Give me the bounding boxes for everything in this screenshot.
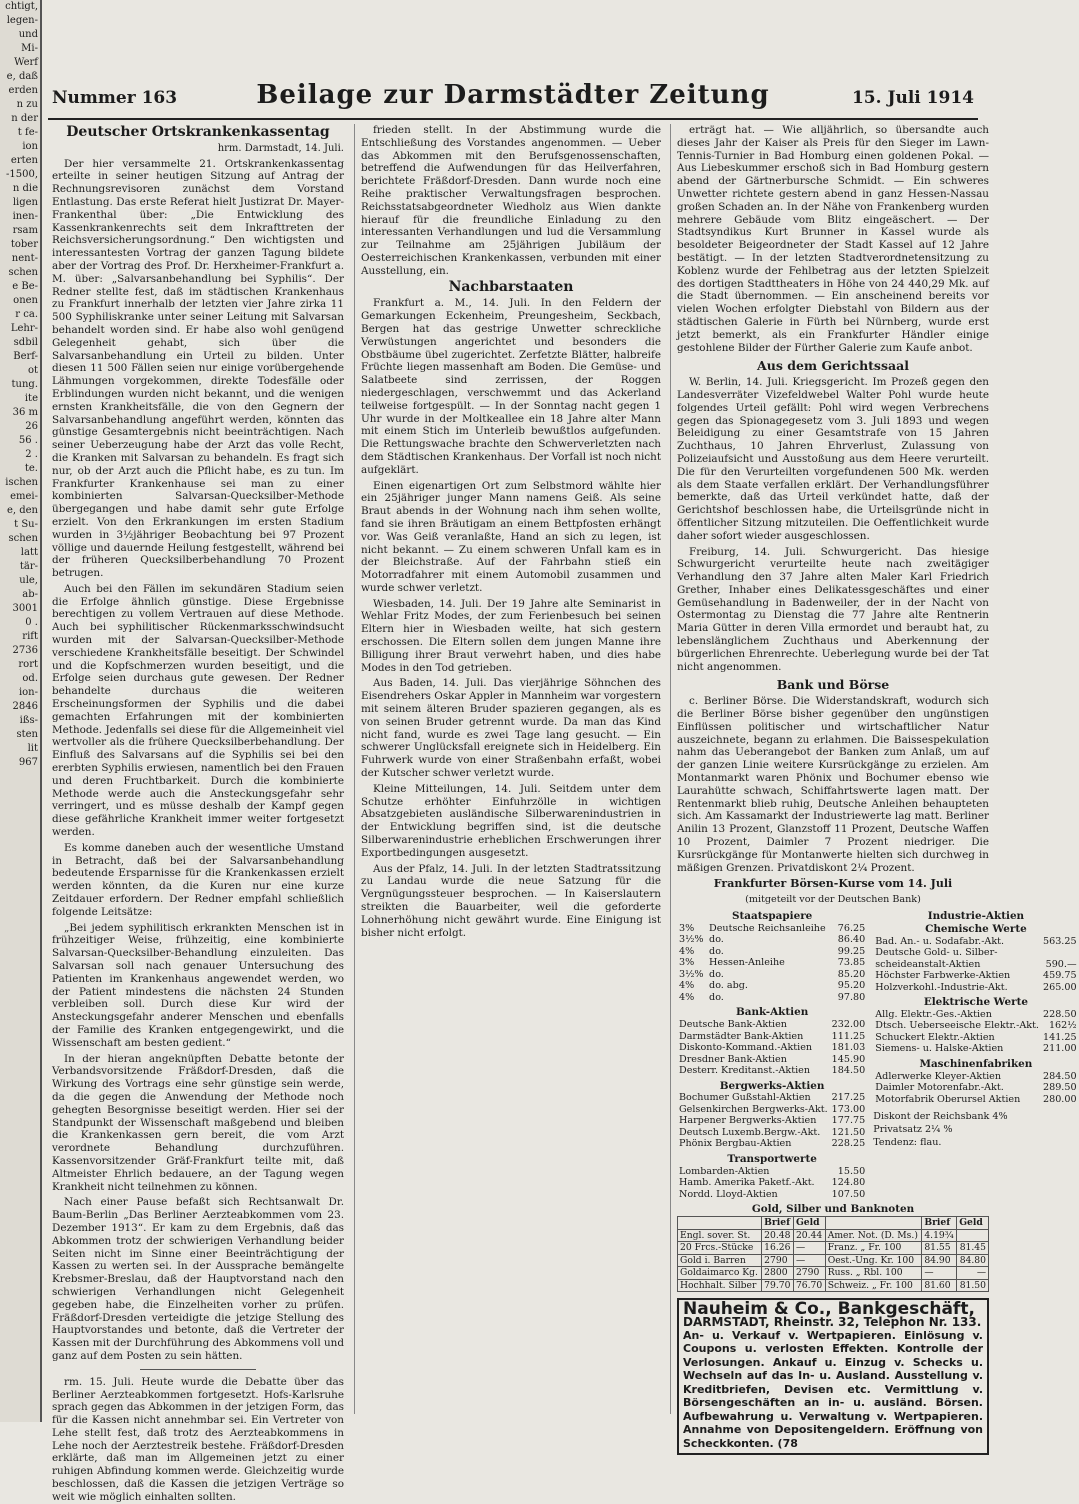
gutter-fragment: n der bbox=[11, 113, 38, 124]
table-cell: 265.00 bbox=[1042, 981, 1077, 993]
paragraph: „Bei jedem syphilitisch erkrankten Menschen ist in frühzeitiger Weise, frühzeitig, eine kombinierte Salvarsan-Quecksilber-Behandlung einzuleiten. Das Salvarsan soll nach genauer Untersuchung des Patienten im Krankenhaus angewendet werden, wo der Patient mindestens die nächsten 24 Stunden verbleiben soll. Durch diese Kur wird der Ansteckungsgefahr anderer Menschen und ebenfalls der Familie des Kranken entgegengewirkt, und die Wissenschaft am besten gedient.“ bbox=[52, 921, 344, 1049]
section-heading-nachbarstaaten: Nachbarstaaten bbox=[448, 278, 574, 295]
paragraph: Wiesbaden, 14. Juli. Der 19 Jahre alte Seminarist in Wehlar Fritz Modes, der zum Ferienbesuch bei seinen Eltern hier in Wiesbaden weilte, hat sich gestern erschossen. Die Eltern sollen dem jungen Manne ihre Billigung ihrer Braut verwehrt haben, und dies habe Modes in den Tod getrieben. bbox=[361, 597, 661, 674]
table-row bbox=[873, 1094, 1078, 1106]
paragraph: Kleine Mitteilungen, 14. Juli. Seitdem unter dem Schutze erhöhter Einfuhrzölle in wichtigen Absatzgebieten ausländische Silberwarenindustrien in der Entwicklung begriffen sind, ist die deutsche Silberwarenindustrie erheblichen Erschwerungen ihrer Exportbedingungen ausgesetzt. bbox=[361, 782, 661, 859]
table-cell: 81.60 bbox=[922, 1279, 957, 1292]
column-1 bbox=[52, 124, 344, 1503]
gutter-fragment: n die bbox=[12, 183, 38, 194]
table-cell: Deutsche Gold- u. Silber- bbox=[875, 947, 998, 959]
table-header bbox=[825, 1217, 922, 1230]
table-row bbox=[678, 1267, 989, 1280]
table-cell: do. bbox=[709, 945, 724, 957]
transport-title: Transportwerte bbox=[727, 1152, 817, 1165]
table-cell: 2790 bbox=[762, 1254, 794, 1267]
table-row bbox=[873, 936, 1078, 948]
table-cell: Schweiz. „ Fr. 100 bbox=[825, 1279, 922, 1292]
table-cell: 590.— bbox=[1045, 958, 1077, 970]
dateline: hrm. Darmstadt, 14. Juli. bbox=[217, 142, 344, 154]
table-cell: 97.80 bbox=[837, 991, 866, 1003]
table-cell: Harpener Bergwerks-Aktien bbox=[679, 1115, 817, 1127]
maschinen-title: Maschinenfabriken bbox=[919, 1057, 1033, 1070]
table-cell: Oest.-Ung. Kr. 100 bbox=[825, 1254, 922, 1267]
table-cell: Nordd. Lloyd-Aktien bbox=[679, 1188, 778, 1200]
table-cell: 76.25 bbox=[837, 922, 866, 934]
table-row bbox=[677, 1189, 867, 1201]
gutter-fragment: Mi- bbox=[21, 43, 38, 54]
table-cell: 76.70 bbox=[793, 1279, 825, 1292]
market-report bbox=[677, 695, 989, 874]
table-cell: Hessen-Anleihe bbox=[709, 957, 785, 969]
news-continuation bbox=[677, 124, 989, 354]
table-row bbox=[873, 970, 1078, 982]
gutter-fragment: rift bbox=[22, 631, 38, 642]
gutter-fragment: ion bbox=[22, 141, 38, 152]
table-row bbox=[677, 1104, 867, 1116]
table-cell: 99.25 bbox=[837, 945, 866, 957]
gutter-fragment: -1500, bbox=[5, 169, 38, 180]
industrie-title: Industrie-Aktien bbox=[927, 910, 1025, 923]
gutter-fragment: ite bbox=[24, 393, 38, 404]
table-cell: Gold i. Barren bbox=[678, 1254, 762, 1267]
paragraph: rm. 15. Juli. Heute wurde die Debatte über das Berliner Aerzteabkommen fortgesetzt. Hofs-Karlsruhe sprach gegen das Abkommen in der jetzigen Form, das für die Kassen nicht annehmbar sei. Ein Vertreter von Lehe stellt fest, daß trotz des Aerzteabkommens in Lehe noch der Aerztestreik bestehe. Fräßdorf-Dresden erklärte, daß man im Allgemeinen jetzt zu einer ruhigen Abfindung kommen werde. Gleichzeitig wurde beschlossen, daß die Kassen die jetzigen Verträge so weit wie möglich einhalten sollten. bbox=[52, 1375, 344, 1503]
issue-number: Nummer 163 bbox=[52, 88, 178, 108]
table-row bbox=[678, 1279, 989, 1292]
table-cell: Bochumer Gußstahl-Aktien bbox=[679, 1092, 811, 1104]
gutter-fragment: 2736 bbox=[12, 645, 38, 656]
ad-firm-name: Nauheim & Co., Bankgeschäft, bbox=[683, 1299, 975, 1319]
transport-table bbox=[677, 1166, 867, 1201]
table-cell: Gelsenkirchen Bergwerks-Akt. bbox=[679, 1103, 828, 1115]
gutter-fragment: Werf bbox=[14, 57, 38, 68]
table-cell: 81.45 bbox=[957, 1242, 989, 1255]
gutter-fragment: erten bbox=[10, 155, 38, 166]
table-cell: 4% bbox=[679, 980, 695, 992]
ad-text: An- u. Verkauf v. Wertpapieren. Einlösung v. Coupons u. verlosten Effekten. Kontrolle der Verlosungen. Ankauf u. Einzug v. Schecks u. Wechseln auf das In- u. Ausland. Ausstellung v. Kreditbriefen, Devisen etc. Vermittlung v. Börsengeschäften an in- u. ausländ. Börsen. Aufbewahrung u. Verwaltung v. Wertpapieren. Annahme von Depositengeldern. Eröffnung von Scheckkonten. (78 bbox=[683, 1328, 983, 1450]
paragraph: Aus Baden, 14. Juli. Das vierjährige Söhnchen des Eisendrehers Oskar Appler in Mannheim war vorgestern mit seinem älteren Bruder spazieren gegangen, als es von seinen Bruder getrennt wurde. Da man das Kind nicht fand, wurde es zwei Tage lang gesucht. — Ein schwerer Unglücksfall ereignete sich in Heidelberg. Ein Fuhrwerk wurde von einer Straßenbahn erfaßt, wobei der Kutscher schwer verletzt wurde. bbox=[361, 677, 661, 780]
table-cell: 3% bbox=[679, 957, 695, 969]
table-cell: 85.20 bbox=[837, 968, 866, 980]
gutter-fragment: schen bbox=[8, 267, 38, 278]
gutter-fragment: tung. bbox=[11, 379, 38, 390]
table-cell: — bbox=[793, 1254, 825, 1267]
table-cell: Schuckert Elektr.-Aktien bbox=[875, 1031, 995, 1043]
table-cell: Hochhalt. Silber bbox=[678, 1279, 762, 1292]
gutter-fragment: t Su- bbox=[14, 519, 38, 530]
paragraph: W. Berlin, 14. Juli. Kriegsgericht. Im Prozeß gegen den Landesverräter Vizefeldwebel Walter Pohl wurde heute folgendes Urteil gefällt: Pohl wird wegen Verbrechens gegen das Spionagegesetz vom 3. Juli 1893 und wegen Beleidigung zu einer Gesamtstrafe von 15 Jahren Zuchthaus, 10 Jahren Ehrverlust, Zulassung von Polizeiaufsicht und Ausstoßung aus dem Heere verurteilt. Die für den Verurteilten vorgefundenen 500 Mk. werden als dem Staate verfallen erklärt. Der Verhandlungsführer bemerkte, daß das Urteil verkündet hatte, daß der Gerichtshof beschlossen habe, die Urteilsgründe nicht in öffentlicher Sitzung mitzuteilen. Die Oeffentlichkeit wurde daher sofort wieder ausgeschlossen. bbox=[677, 376, 989, 542]
gutter-fragment: e, daß bbox=[6, 71, 38, 82]
court-reports bbox=[677, 376, 989, 673]
table-cell: 280.00 bbox=[1042, 1093, 1077, 1105]
table-header bbox=[678, 1217, 762, 1230]
article-columns bbox=[52, 124, 1077, 1503]
elektrische-title: Elektrische Werte bbox=[923, 996, 1028, 1009]
gutter-fragment: 967 bbox=[18, 757, 38, 768]
gutter-fragment: ule, bbox=[19, 575, 38, 586]
table-cell: 3½% bbox=[679, 968, 704, 980]
table-cell: Motorfabrik Oberursel Aktien bbox=[875, 1093, 1021, 1105]
gutter-fragment: 3001 bbox=[12, 603, 38, 614]
table-cell: Höchster Farbwerke-Aktien bbox=[875, 970, 1011, 982]
table-cell: Deutsch Luxemb.Bergw.-Akt. bbox=[679, 1126, 821, 1138]
gutter-fragment: te. bbox=[24, 463, 38, 474]
article-body bbox=[52, 158, 344, 1363]
table-cell: 20.48 bbox=[762, 1229, 794, 1242]
table-cell: — bbox=[957, 1267, 989, 1280]
table-cell: 86.40 bbox=[837, 934, 866, 946]
table-cell: 111.25 bbox=[831, 1030, 866, 1042]
table-cell: Lombarden-Aktien bbox=[679, 1165, 770, 1177]
chemische-table bbox=[873, 936, 1078, 994]
table-row bbox=[678, 1229, 989, 1242]
table-cell: Diskonto-Kommand.-Aktien bbox=[679, 1042, 813, 1054]
gutter-fragment: rort bbox=[18, 659, 38, 670]
table-row bbox=[677, 992, 867, 1004]
gutter-fragment: latt bbox=[20, 547, 38, 558]
table-cell: 177.75 bbox=[831, 1115, 866, 1127]
paragraph: Nach einer Pause befaßt sich Rechtsanwalt Dr. Baum-Berlin „Das Berliner Aerzteabkommen vom 23. Dezember 1913“. Er kam zu dem Ergebnis, daß das Abkommen trotz der schwierigen Verhandlung beider Seiten nicht im Sinne einer Beeinträchtigung der Kassen zu werten sei. In der Aussprache bemängelte Krebsmer-Breslau, daß der Hauptvorstand nach den schwierigen Verhandlungen nicht Gelegenheit gegeben habe, die Einzelheiten vorher zu prüfen. Fräßdorf-Dresden verteidigte die jetzige Stellung des Hauptvorstandes und betonte, daß die Vertreter der Kassen mit der Durchführung des Abkommens voll und ganz auf dem Posten zu sein hätten. bbox=[52, 1196, 344, 1362]
table-cell: — bbox=[922, 1267, 957, 1280]
table-cell: Siemens- u. Halske-Aktien bbox=[875, 1043, 1004, 1055]
gutter-fragment: sten bbox=[16, 729, 38, 740]
ad-address: DARMSTADT, Rheinstr. 32, Telephon Nr. 133. bbox=[683, 1314, 982, 1329]
table-cell: 2790 bbox=[793, 1267, 825, 1280]
bergwerks-title: Bergwerks-Aktien bbox=[719, 1079, 825, 1092]
table-row bbox=[873, 1082, 1078, 1094]
gutter-fragment: e Be- bbox=[12, 281, 38, 292]
table-cell: 124.80 bbox=[831, 1177, 866, 1189]
staatspapiere-table bbox=[677, 923, 867, 1004]
bank-advertisement bbox=[677, 1298, 989, 1455]
table-cell: 121.50 bbox=[831, 1126, 866, 1138]
table-row bbox=[678, 1242, 989, 1255]
table-cell: 184.50 bbox=[831, 1065, 866, 1077]
table-cell: 141.25 bbox=[1042, 1031, 1077, 1043]
table-row bbox=[677, 980, 867, 992]
bergwerks-table bbox=[677, 1092, 867, 1150]
paragraph: Einen eigenartigen Ort zum Selbstmord wählte hier ein 25jähriger junger Mann namens Geiß. Als seine Braut abends in der Wohnung nach ihm sehen wollte, fand sie ihren Bräutigam an einem Bettpfosten erhängt vor. Was Geiß veranlaßte, Hand an sich zu legen, ist nicht bekannt. — Zu einem schweren Unfall kam es in der Bleichstraße. Auf der Fahrbahn stieß ein Motorradfahrer mit einem Automobil zusammen und wurde schwer verletzt. bbox=[361, 479, 661, 594]
gutter-fragment: sdbil bbox=[13, 337, 38, 348]
table-cell: 4% bbox=[679, 945, 695, 957]
gutter-fragment: ion- bbox=[18, 687, 38, 698]
table-cell: 3½% bbox=[679, 934, 704, 946]
table-row bbox=[677, 1065, 867, 1077]
table-cell: 81.55 bbox=[922, 1242, 957, 1255]
table-cell: Phönix Bergbau-Aktien bbox=[679, 1138, 792, 1150]
table-cell bbox=[1035, 947, 1079, 959]
table-row bbox=[677, 934, 867, 946]
gutter-fragment: 2846 bbox=[12, 701, 38, 712]
table-row bbox=[873, 1020, 1078, 1032]
stock-table-note: (mitgeteilt vor der Deutschen Bank) bbox=[745, 894, 921, 906]
table-cell: 4.19¾ bbox=[922, 1229, 957, 1242]
table-cell: Daimler Motorenfabr.-Akt. bbox=[875, 1082, 1004, 1094]
gutter-fragment: nent- bbox=[11, 253, 38, 264]
table-cell: 16.26 bbox=[762, 1242, 794, 1255]
elektrische-table bbox=[873, 1009, 1078, 1055]
table-cell: 20.44 bbox=[793, 1229, 825, 1242]
divider bbox=[140, 1369, 257, 1370]
article-heading-ortskrankenkassentag: Deutscher Ortskrankenkassentag bbox=[66, 124, 330, 140]
table-row bbox=[677, 1031, 867, 1043]
article-body-continued bbox=[52, 1376, 344, 1504]
column-3 bbox=[670, 124, 1077, 1450]
table-row bbox=[677, 1115, 867, 1127]
paragraph: Freiburg, 14. Juli. Schwurgericht. Das hiesige Schwurgericht verurteilte heute nach zweitägiger Verhandlung den 37 Jahre alten Maler Karl Friedrich Grether, Inhaber eines Delikatessgeschäftes und einer Gemüsehandlung in Badenweiler, der in der Nacht von Ostermontag zu Dienstag die 77 Jahre alte Rentnerin Maria Gütter in deren Villa ermordet und beraubt hat, zu lebenslänglichem Zuchthaus und Aberkennung der bürgerlichen Ehrenrechte. Ueberlegung wurde bei der Tat nicht angenommen. bbox=[677, 545, 989, 673]
table-cell: 4% bbox=[679, 991, 695, 1003]
table-cell: 2800 bbox=[762, 1267, 794, 1280]
table-cell: 15.50 bbox=[837, 1165, 866, 1177]
gutter-fragment: lit bbox=[27, 743, 38, 754]
table-cell: Dtsch. Ueberseeische Elektr.-Akt. bbox=[875, 1020, 1039, 1032]
table-row bbox=[677, 1177, 867, 1189]
gutter-fragment: 0 . bbox=[25, 617, 38, 628]
table-cell: Allg. Elektr.-Ges.-Aktien bbox=[875, 1008, 992, 1020]
gutter-fragment: chtigt, bbox=[5, 1, 38, 12]
stock-table-heading: Frankfurter Börsen-Kurse vom 14. Juli bbox=[713, 877, 953, 891]
table-row bbox=[873, 959, 1078, 971]
privat-discount: Privatsatz 2¼ % bbox=[873, 1124, 953, 1135]
table-row bbox=[677, 1019, 867, 1031]
table-cell: 20 Frcs.-Stücke bbox=[678, 1242, 762, 1255]
table-cell: 95.20 bbox=[837, 980, 866, 992]
gutter-fragment: 56 . bbox=[18, 435, 38, 446]
table-row bbox=[677, 923, 867, 935]
gutter-fragment: Berf- bbox=[13, 351, 38, 362]
staatspapiere-title: Staatspapiere bbox=[731, 910, 813, 923]
gutter-fragment: ligen bbox=[12, 197, 38, 208]
stock-tables bbox=[677, 907, 1077, 1200]
gutter-fragment: und bbox=[18, 29, 38, 40]
gutter-fragment: e, den bbox=[6, 505, 38, 516]
maschinen-table bbox=[873, 1071, 1078, 1106]
table-cell: 162½ bbox=[1048, 1020, 1077, 1032]
gutter-fragment: emei- bbox=[10, 491, 38, 502]
table-row bbox=[677, 1127, 867, 1139]
table-row bbox=[873, 982, 1078, 994]
bank-aktien-title: Bank-Aktien bbox=[735, 1006, 809, 1019]
table-row bbox=[873, 1071, 1078, 1083]
bank-aktien-table bbox=[677, 1019, 867, 1077]
table-cell: Dresdner Bank-Aktien bbox=[679, 1053, 787, 1065]
section-heading-bank-boerse: Bank und Börse bbox=[776, 677, 890, 693]
table-row bbox=[677, 1042, 867, 1054]
table-cell: 107.50 bbox=[831, 1188, 866, 1200]
gold-silver-title: Gold, Silber und Banknoten bbox=[751, 1203, 915, 1216]
paragraph: Aus der Pfalz, 14. Juli. In der letzten Stadtratssitzung zu Landau wurde die neue Satzung für die Vergnügungssteuer besprochen. — In Kaiserslautern streikten die Bauarbeiter, weil die geforderte Lohnerhöhung nicht gewährt wurde. Eine Einigung ist bisher nicht erfolgt. bbox=[361, 862, 661, 939]
paragraph: Frankfurt a. M., 14. Juli. In den Feldern der Gemarkungen Eckenheim, Preungesheim, Seckbach, Bergen hat das gestrige Unwetter schreckliche Verwüstungen angerichtet und besonders die Obstbäume übel zugerichtet. Zerfetzte Blätter, halbreife Früchte liegen massenhaft am Boden. Die Gemüse- und Salatbeete sind zerrissen, der Roggen niedergeschlagen, verschwemmt und das Ackerland teilweise fortgespült. — In der Sonntag nacht gegen 1 Uhr wurde in der Moltkeallee ein 18 Jahre alter Mann mit einem Stich im Unterleib bewußtlos aufgefunden. Die Rettungswache brachte den Schwerverletzten nach dem Städtischen Krankenhaus. Der Vorfall ist noch nicht aufgeklärt. bbox=[361, 297, 661, 476]
table-cell: Darmstädter Bank-Aktien bbox=[679, 1030, 804, 1042]
paragraph: erträgt hat. — Wie alljährlich, so übersandte auch dieses Jahr der Kaiser als Preis für den Sieger im Lawn-Tennis-Turnier in Bad Homburg einen goldenen Pokal. — Aus Liebeskummer erschoß sich in Bad Homburg gestern abend der Gärtnerbursche Schmidt. — Ein schweres Unwetter richtete gestern abend in ganz Hessen-Nassau großen Schaden an. In der Nähe von Frankenberg wurden mehrere Gebäude vom Blitz eingeäschert. — Der Stadtsyndikus Kurt Brunner in Kassel wurde als besoldeter Beigeordneter der Stadt Kassel auf 12 Jahre bestätigt. — In der letzten Stadtverordnetensitzung zu Koblenz wurde der Fehlbetrag aus der letzten Spielzeit des dortigen Stadttheaters in Höhe von 24 440,29 Mk. auf die Stadt übernommen. — Ein anscheinend bereits vor vielen Wochen erfolgter Diebstahl von Bildern aus der städtischen Galerie in Fürth bei Nürnberg, wurde erst jetzt bemerkt, als ein Frankfurter Händler einige gestohlene Bilder der Fürther Galerie zum Kaufe anbot. bbox=[677, 124, 989, 354]
table-row bbox=[677, 1138, 867, 1150]
table-header: Brief bbox=[762, 1217, 794, 1230]
table-cell: Deutsche Reichsanleihe bbox=[709, 922, 826, 934]
paragraph: In der hieran angeknüpften Debatte betonte der Verbandsvorsitzende Fräßdorf-Dresden, daß die Wirkung des Vortrags eine sehr günstige sein werde, da die gegen die Anwendung der Methode noch gehegten Besorgnisse beseitigt werden. Hier sei der Standpunkt der Wissenschaft maßgebend und bleiben die Krankenkassen gern bereit, die vom Arzt verordnete Behandlung durchzuführen. Kassenvorsitzender Gräf-Frankfurt teilte mit, daß Altmeister Ehrlich bedauere, an der Tagung wegen Krankheit nicht teilnehmen zu können. bbox=[52, 1052, 344, 1193]
gutter-fragment: tär- bbox=[19, 561, 38, 572]
paragraph: Es komme daneben auch der wesentliche Umstand in Betracht, daß bei der Salvarsanbehandlung bedeutende Ersparnisse für die Krankenkassen erzielt werden könnten, da die Kuren nur eine kurze Zeitdauer erfordern. Der Redner empfahl schließlich folgende Leitsätze: bbox=[52, 841, 344, 918]
table-cell: 3% bbox=[679, 922, 695, 934]
table-cell: 73.85 bbox=[837, 957, 866, 969]
table-cell: 228.50 bbox=[1042, 1008, 1077, 1020]
table-cell: 228.25 bbox=[831, 1138, 866, 1150]
adjacent-page-gutter bbox=[0, 0, 42, 1422]
table-cell: Goldaimarco Kg. bbox=[678, 1267, 762, 1280]
table-cell: do. bbox=[709, 968, 724, 980]
table-cell: 459.75 bbox=[1042, 970, 1077, 982]
paragraph: Der hier versammelte 21. Ortskrankenkassentag erteilte in seiner heutigen Sitzung auf Antrag der Rechnungsrevisoren zunächst dem Vorstand Entlastung. Das erste Referat hielt Justizrat Dr. Mayer-Frankenthal über: „Die Entwicklung des Kassenkrankenrechts seit dem Inkrafttreten der Reichsversicherungsordnung.“ Den wichtigsten und interessantesten Vortrag der ganzen Tagung bildete aber der Vortrag des Prof. Dr. Herxheimer-Frankfurt a. M. über: „Salvarsanbehandlung bei Syphilis“. Der Redner stellte fest, daß im städtischen Krankenhaus zu Frankfurt innerhalb der letzten vier Jahre zirka 11 500 Syphiliskranke unter seiner Leitung mit Salvarsan behandelt worden sind. Er habe also wohl genügend Gelegenheit gehabt, sich über die Salvarsanbehandlung ein Urteil zu bilden. Unter diesen 11 500 Fällen seien nur einige vorübergehende Lähmungen vorgekommen, direkte Todesfälle oder Erblindungen wurden nicht bekannt, und die wenigen ernsten Krankheitsfälle, die von den Gegnern der Salvarsanbehandlung angeführt werden, könnten das günstige Gesamtergebnis nicht beeinträchtigen. Nach seiner Ueberzeugung habe der Arzt das volle Recht, die Kranken mit Salvarsan zu behandeln. Es fragt sich nur, ob der Arzt auch die Pflicht habe, es zu tun. Im Frankfurter Krankenhause sei man zu einer kombinierten Salvarsan-Quecksilber-Methode übergegangen und habe damit sehr gute Erfolge erzielt. Von den Erkrankungen im ersten Stadium wurden in 3½jähriger Beobachtung bei 97 Prozent völlige und dauernde Heilung festgestellt, während bei der früheren Quecksilberbehandlung 70 Prozent betrugen. bbox=[52, 157, 344, 580]
newspaper-title: Beilage zur Darmstädter Zeitung bbox=[256, 80, 770, 110]
table-cell: Adlerwerke Kleyer-Aktien bbox=[875, 1070, 1002, 1082]
table-cell: 217.25 bbox=[831, 1092, 866, 1104]
table-cell: Hamb. Amerika Paketf.-Akt. bbox=[679, 1177, 815, 1189]
gutter-fragment: r ca. bbox=[15, 309, 38, 320]
section-heading-gerichtssaal: Aus dem Gerichtssaal bbox=[757, 358, 909, 374]
gutter-fragment: od. bbox=[22, 673, 38, 684]
table-cell: do. abg. bbox=[709, 980, 748, 992]
paragraph: Auch bei den Fällen im sekundären Stadium seien die Erfolge ähnlich günstige. Diese Ergebnisse berechtigen zu vollem Vertrauen auf diese Methode. Auch bei syphilitischer Rückenmarksschwindsucht wurden mit der Salvarsan-Quecksilber-Methode verschiedene Krankheitsfälle beseitigt. Der Schwindel und die Kopfschmerzen wurden beseitigt, und die Erfolge seien durchaus gute gewesen. Der Redner behandelte durchaus die weiteren Erscheinungsformen der Syphilis und die dabei gemachten Erfahrungen mit der kombinierten Methode. Jedenfalls sei diese für die Allgemeinheit viel wertvoller als die frühere Quecksilberbehandlung. Der Einfluß des Salvarsans auf die Syphilis sei bei den ererbten Syphilis erwiesen, namentlich bei den Frauen und deren Fruchtbarkeit. Durch die kombinierte Methode werde auch die Ansteckungsgefahr sehr verringert, und es müsse deshalb der Kampf gegen diese gefährliche Krankheit immer weiter fortgesetzt werden. bbox=[52, 582, 344, 839]
issue-date: 15. Juli 1914 bbox=[851, 88, 974, 108]
gold-silver-table bbox=[677, 1216, 989, 1292]
table-cell: Deutsche Bank-Aktien bbox=[679, 1019, 787, 1031]
table-cell: 79.70 bbox=[762, 1279, 794, 1292]
paragraph: frieden stellt. In der Abstimmung wurde die Entschließung des Vorstandes angenommen. — Ueber das Abkommen mit den Berufsgenossenschaften, betreffend die Aufwendungen für das Heilverfahren, berichtete Fräßdorf-Dresden. Dann wurde noch eine Reihe praktischer Verwaltungsfragen besprochen. Reichsstatsabgeordneter Wiedholz aus Wien dankte hierauf für die freundliche Einladung zu den interessanten Verhandlungen und lud die Versammlung zur Teilnahme am 25jährigen Jubiläum der Oesterreichischen Krankenkassen, verbunden mit einer Ausstellung, ein. bbox=[361, 124, 661, 277]
gutter-fragment: n zu bbox=[16, 99, 38, 110]
table-row bbox=[873, 1032, 1078, 1044]
table-cell: Amer. Not. (D. Ms.) bbox=[825, 1229, 922, 1242]
table-cell: scheideanstalt-Aktien bbox=[875, 958, 981, 970]
table-row bbox=[677, 1054, 867, 1066]
table-row bbox=[677, 969, 867, 981]
gutter-fragment: schen bbox=[8, 533, 38, 544]
table-cell: 181.03 bbox=[831, 1042, 866, 1054]
table-row bbox=[677, 1092, 867, 1104]
gutter-fragment: ot bbox=[27, 365, 38, 376]
table-cell: 563.25 bbox=[1042, 935, 1077, 947]
gutter-fragment: inen- bbox=[12, 211, 38, 222]
table-cell: 232.00 bbox=[831, 1019, 866, 1031]
gutter-fragment: 26 bbox=[25, 421, 38, 432]
chemische-title: Chemische Werte bbox=[925, 922, 1027, 935]
table-header: Geld bbox=[793, 1217, 825, 1230]
table-cell: do. bbox=[709, 934, 724, 946]
gutter-fragment: onen bbox=[13, 295, 38, 306]
gutter-fragment: legen- bbox=[6, 15, 38, 26]
table-cell: 284.50 bbox=[1042, 1070, 1077, 1082]
gutter-fragment: ischen bbox=[5, 477, 38, 488]
table-cell: 211.00 bbox=[1042, 1043, 1077, 1055]
table-cell: 145.90 bbox=[831, 1053, 866, 1065]
table-cell: — bbox=[793, 1242, 825, 1255]
table-cell: 173.00 bbox=[831, 1103, 866, 1115]
table-cell: do. bbox=[709, 991, 724, 1003]
gutter-fragment: erden bbox=[8, 85, 38, 96]
table-cell: 84.90 bbox=[922, 1254, 957, 1267]
table-row bbox=[677, 1166, 867, 1178]
table-row bbox=[677, 957, 867, 969]
table-cell: Holzverkohl.-Industrie-Akt. bbox=[875, 981, 1008, 993]
table-cell: Russ. „ Rbl. 100 bbox=[825, 1267, 922, 1280]
table-row bbox=[873, 947, 1078, 959]
table-cell: 81.50 bbox=[957, 1279, 989, 1292]
table-row bbox=[678, 1254, 989, 1267]
table-cell: Engl. sover. St. bbox=[678, 1229, 762, 1242]
table-header: Brief bbox=[922, 1217, 957, 1230]
gutter-fragment: 36 m bbox=[12, 407, 38, 418]
gutter-fragment: t fe- bbox=[17, 127, 38, 138]
table-cell bbox=[957, 1229, 989, 1242]
gutter-fragment: rsam bbox=[12, 225, 38, 236]
tendency: Tendenz: flau. bbox=[873, 1136, 942, 1148]
gutter-fragment: Lehr- bbox=[10, 323, 38, 334]
table-cell: Franz. „ Fr. 100 bbox=[825, 1242, 922, 1255]
table-row bbox=[677, 946, 867, 958]
column-2 bbox=[354, 124, 661, 1414]
gutter-fragment: ab- bbox=[22, 589, 38, 600]
gutter-fragment: tober bbox=[10, 239, 38, 250]
table-row bbox=[873, 1009, 1078, 1021]
table-row bbox=[873, 1043, 1078, 1055]
gutter-fragment: 2 . bbox=[25, 449, 38, 460]
table-cell: 84.80 bbox=[957, 1254, 989, 1267]
table-header: Geld bbox=[957, 1217, 989, 1230]
paragraph: c. Berliner Börse. Die Widerstandskraft, wodurch sich die Berliner Börse bisher gegenüber den ungünstigen Einflüssen politischer und wirtschaftlicher Natur auszeichnete, begann zu erlahmen. Die Baissespekulation nahm das Ueberangebot der Banken zum Anlaß, um auf der ganzen Linie weitere Kursrückgänge zu erzielen. Am Montanmarkt waren Phönix und Bochumer ebenso wie Laurahütte schwach, Schiffahrtswerte lagen matt. Der Rentenmarkt blieb ruhig, Deutsche Anleihen behaupteten sich. Am Kassamarkt der Industriewerte lag matt. Berliner Anilin 13 Prozent, Glanzstoff 11 Prozent, Deutsche Waffen 10 Prozent, Daimler 7 Prozent niedriger. Die Kursrückgänge für Montanwerte hielten sich durchweg in mäßigen Grenzen. Privatdiskont 2¼ Prozent. bbox=[677, 695, 989, 874]
section-body bbox=[361, 297, 661, 939]
table-cell: Bad. An.- u. Sodafabr.-Akt. bbox=[875, 935, 1005, 947]
table-header-row bbox=[678, 1217, 989, 1230]
table-cell: Desterr. Kreditanst.-Aktien bbox=[679, 1065, 811, 1077]
reichsbank-discount: Diskont der Reichsbank 4% bbox=[873, 1111, 1008, 1123]
table-cell: 289.50 bbox=[1042, 1082, 1077, 1094]
article-continuation bbox=[361, 124, 661, 278]
masthead bbox=[48, 78, 978, 120]
gutter-fragment: ißs- bbox=[19, 715, 38, 726]
